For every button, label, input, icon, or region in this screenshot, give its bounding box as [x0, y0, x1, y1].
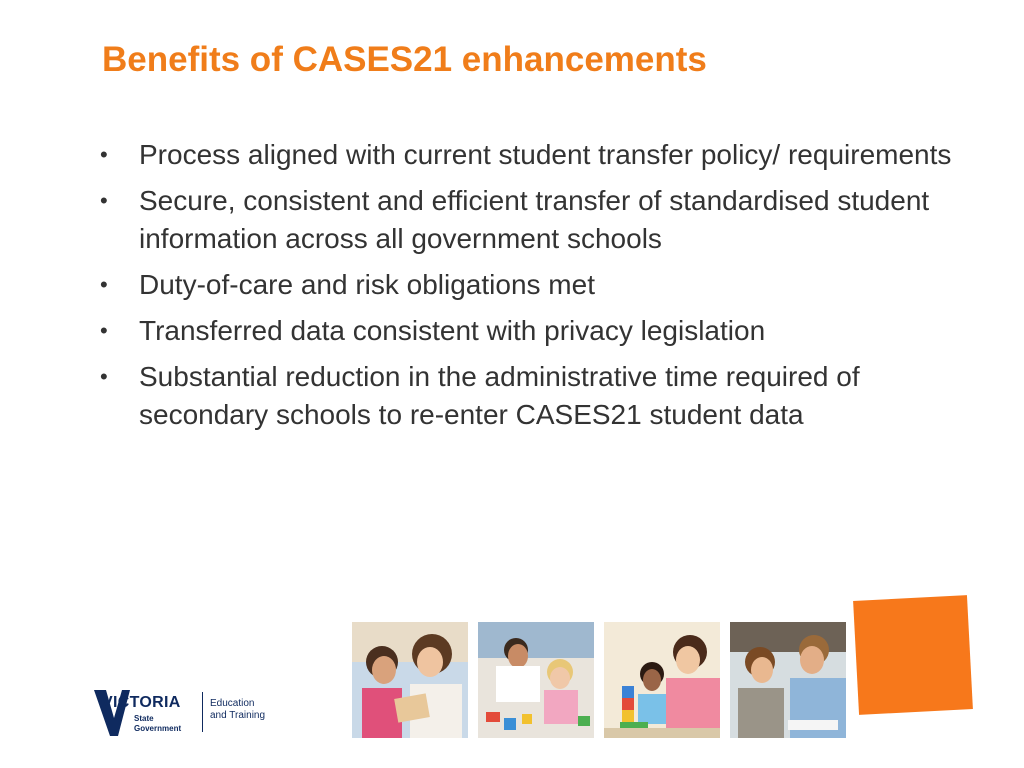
logo-subtitle — [134, 714, 181, 734]
bullet-marker: • — [100, 364, 108, 389]
victoria-v-icon — [92, 684, 132, 740]
orange-accent-square — [853, 595, 973, 715]
bullet-item — [100, 266, 960, 304]
bullet-item — [100, 182, 960, 258]
photo-boy-with-teacher — [730, 622, 846, 738]
logo-divider — [202, 692, 203, 732]
bullet-text: Secure, consistent and efficient transfer of standardised student information across all government schools — [139, 185, 930, 254]
bullet-marker: • — [100, 188, 108, 213]
department-line-2: and Training — [210, 710, 266, 721]
bullet-marker: • — [100, 318, 108, 343]
photo-children-playing — [478, 622, 594, 738]
bullet-item — [100, 312, 960, 350]
logo-subtitle-line-2: Government — [134, 724, 182, 733]
bullet-item — [100, 136, 960, 174]
slide-title: Benefits of CASES21 enhancements — [102, 40, 707, 79]
photo-child-building-blocks — [604, 622, 720, 738]
bullet-marker: • — [100, 142, 108, 167]
logo-subtitle-line-1: State — [134, 714, 154, 723]
bullet-marker: • — [100, 272, 108, 297]
department-line-1: Education — [210, 698, 255, 709]
photo-student-with-tablet — [352, 622, 468, 738]
logo-wordmark: VICTORIA — [102, 694, 181, 711]
bullet-text: Transferred data consistent with privacy legislation — [139, 315, 766, 346]
bullet-text: Process aligned with current student transfer policy/ requirements — [139, 139, 952, 170]
bullet-text: Duty-of-care and risk obligations met — [139, 269, 595, 300]
bullet-list — [100, 136, 960, 442]
bullet-text: Substantial reduction in the administrative time required of secondary schools to re-enter CASES21 student data — [139, 361, 860, 430]
bullet-item — [100, 358, 960, 434]
victoria-government-logo — [92, 684, 292, 740]
department-name — [210, 698, 265, 722]
